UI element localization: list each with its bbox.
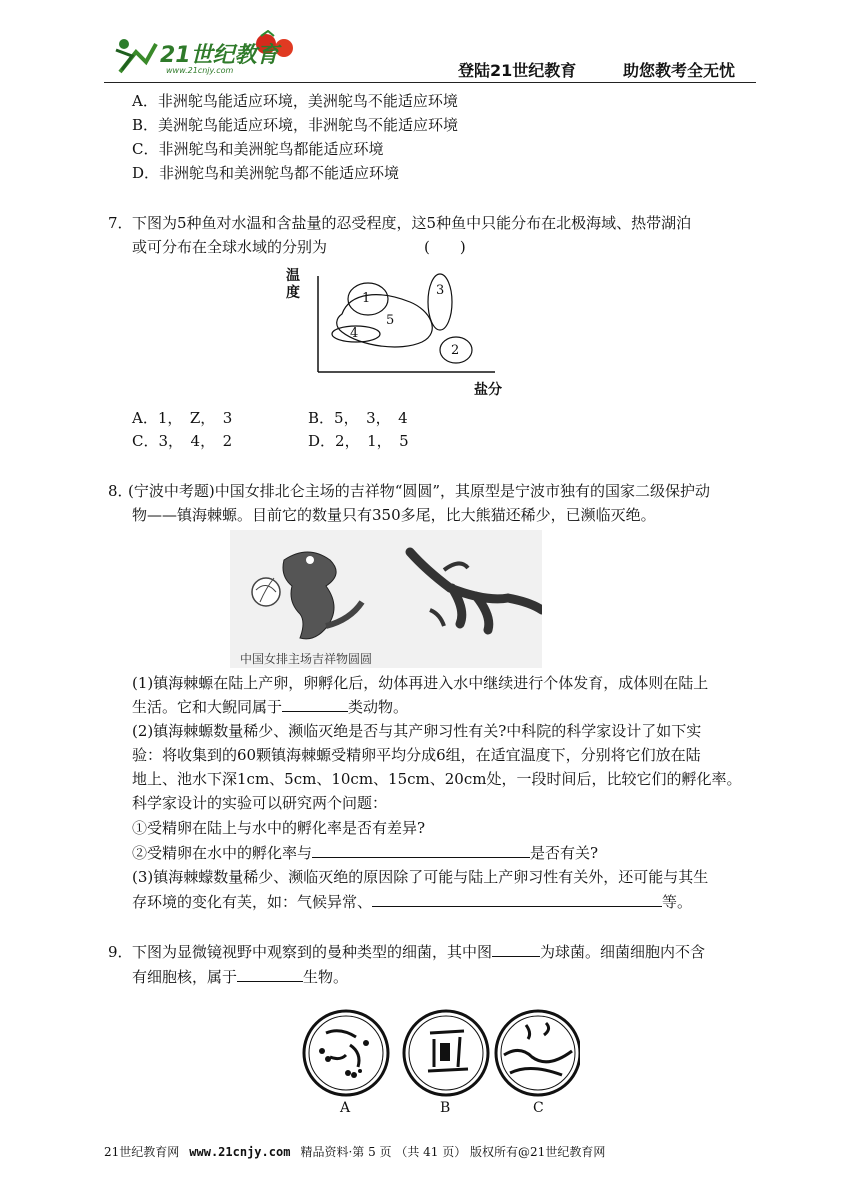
header-slogan-right: 助您教考全无忧: [623, 61, 736, 80]
chart-label-3: 3: [436, 283, 445, 298]
logo-url-text: www.21cnjy.com: [166, 66, 234, 75]
q8-part3-line1: (3)镇海棘蠓数量稀少、濒临灭绝的原因除了可能与陆上产卵习性有关外，还可能与其生: [132, 868, 709, 886]
q8-stem-line1: (宁波中考题)中国女排北仑主场的吉祥物“圆圆”，其原型是宁波市独有的国家二级保护动: [128, 482, 711, 500]
q8-blank-class[interactable]: [282, 697, 348, 712]
footer-left: 21世纪教育网: [104, 1145, 180, 1159]
fish-tolerance-chart: [300, 272, 500, 384]
q8-part2-question1: ①受精卵在陆上与水中的孵化率是否有差异?: [132, 819, 426, 837]
q7-option-a: A．1， Z， 3: [132, 409, 233, 427]
microscope-field-b: [404, 1011, 488, 1095]
q9-text-b: 为球菌。细菌细胞内不含: [540, 943, 706, 961]
header-divider: [104, 82, 756, 83]
q8-part1-line1: (1)镇海棘螈在陆上产卵，卵孵化后，幼体再进入水中继续进行个体发育，成体则在陆上: [132, 674, 709, 692]
microscope-field-c: [496, 1011, 580, 1095]
figure-label-a: A: [340, 1100, 351, 1116]
q7-number: 7．: [108, 214, 133, 232]
page-footer: [104, 1143, 605, 1160]
microscope-field-a: [304, 1011, 388, 1095]
q8-part2-line3: 地上、池水下深1cm、5cm、10cm、15cm、20cm处，一段时间后，比较它们的孵化率。: [132, 770, 742, 788]
figure-label-b: B: [440, 1100, 451, 1116]
q8-blank-reason[interactable]: [372, 892, 662, 907]
q6-option-d: D．非洲鸵鸟和美洲鸵鸟都不能适应环境: [132, 164, 400, 182]
q8-part2-line4: 科学家设计的实验可以研究两个问题：: [132, 794, 388, 812]
q9-blank-organism[interactable]: [237, 967, 303, 982]
q8-part2-line2: 验：将收集到的60颗镇海棘螈受精卵平均分成6组，在适宜温度下，分别将它们放在陆: [132, 746, 701, 764]
q7-stem-line1: 下图为5种鱼对水温和含盐量的忍受程度，这5种鱼中只能分布在北极海域、热带湖泊: [132, 214, 692, 232]
q6-option-b: B．美洲鸵鸟能适应环境，非洲鸵鸟不能适应环境: [132, 116, 459, 134]
q8-part2-line1: (2)镇海棘螈数量稀少、濒临灭绝是否与其产卵习性有关?中科院的科学家设计了如下实: [132, 722, 702, 740]
q7-option-d: D．2， 1， 5: [308, 432, 409, 450]
logo-text: 21世纪教育: [160, 43, 279, 68]
q9-stem-line2: [132, 967, 348, 987]
q6-option-a: A．非洲鸵鸟能适应环境，美洲鸵鸟不能适应环境: [132, 92, 458, 110]
chart-y-label: 温度: [286, 268, 300, 301]
q8-p3-text-b: 等。: [662, 893, 693, 911]
chart-label-5: 5: [386, 313, 395, 328]
q6-option-c: C．非洲鸵鸟和美洲鸵鸟都能适应环境: [132, 140, 384, 158]
header-slogan-left: 登陆21世纪教育: [458, 61, 577, 80]
q7-option-c: C．3， 4， 2: [132, 432, 233, 450]
q8-part3-line2: [132, 892, 692, 912]
footer-right: 精品资料·第 5 页 （共 41 页） 版权所有@21世纪教育网: [300, 1145, 606, 1159]
mascot-photo: [230, 530, 542, 668]
q8-number: 8．: [108, 482, 133, 500]
footer-site-link[interactable]: www.21cnjy.com: [189, 1145, 291, 1159]
chart-label-1: 1: [362, 291, 371, 306]
chart-label-4: 4: [350, 326, 359, 341]
q8-part2-question2: [132, 843, 598, 863]
q8-part1-text-b: 类动物。: [348, 698, 409, 716]
q8-p3-text-a: 存环境的变化有芙，如：气候异常、: [132, 893, 373, 911]
q7-stem-line2: 或可分布在全球水域的分别为: [132, 238, 328, 256]
q9-text-d: 生物。: [303, 968, 349, 986]
q8-blank-factor[interactable]: [312, 843, 530, 858]
q9-text-a: 下图为显微镜视野中观察到的曼种类型的细菌，其中图: [132, 943, 493, 961]
chart-label-2: 2: [451, 343, 460, 358]
figure-label-c: C: [533, 1100, 544, 1116]
q7-answer-paren: ( ): [424, 238, 466, 256]
q8-part1-text-a: 生活。它和大鲵同属于: [132, 698, 283, 716]
q9-text-c: 有细胞核，属于: [132, 968, 238, 986]
mascot-illustration: [230, 530, 542, 668]
q9-stem-line1: [132, 942, 705, 962]
q9-number: 9．: [108, 943, 133, 961]
q7-option-b: B．5， 3， 4: [308, 409, 408, 427]
bacteria-figure: [300, 1005, 580, 1101]
chart-x-label: 盐分: [474, 382, 502, 398]
q8-q2-text-a: ②受精卵在水中的孵化率与: [132, 844, 313, 862]
q8-part1-line2: [132, 697, 408, 717]
mascot-caption: 中国女排主场吉祥物圆圆: [240, 652, 373, 666]
q9-blank-figure[interactable]: [492, 942, 540, 957]
q8-q2-text-b: 是否有关?: [530, 844, 599, 862]
q8-stem-line2: 物——镇海棘螈。目前它的数量只有350多尾，比大熊猫还稀少，已濒临灭绝。: [132, 506, 656, 524]
